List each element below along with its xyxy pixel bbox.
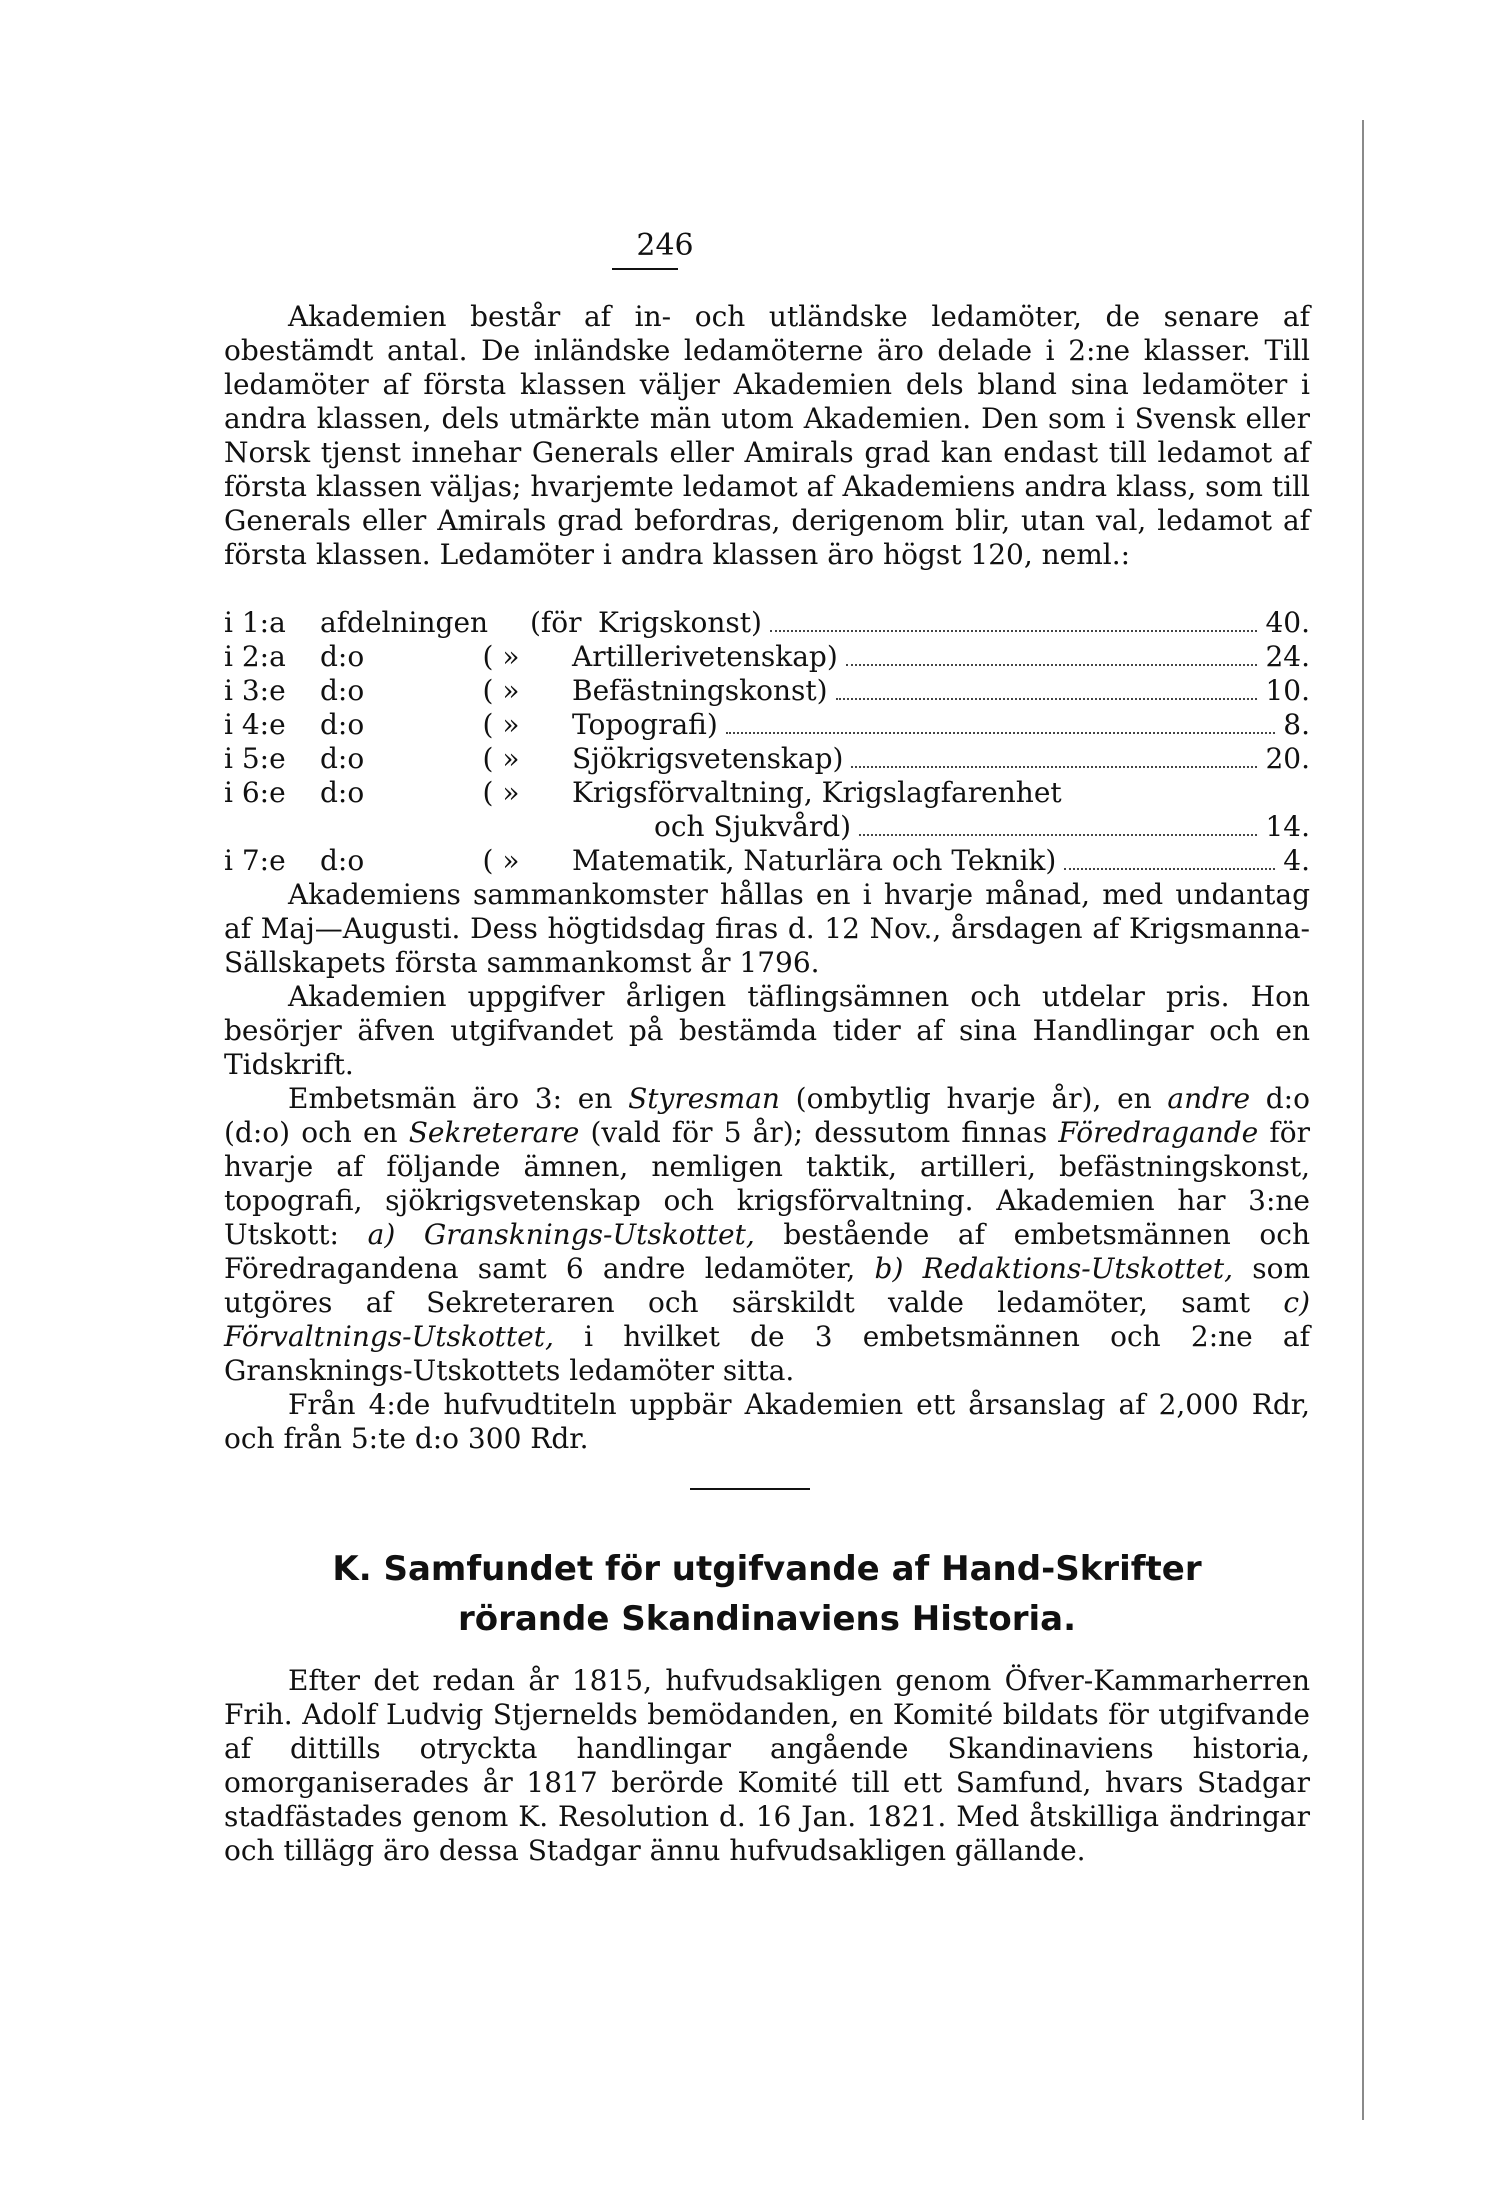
intro-paragraph bbox=[224, 300, 1310, 572]
department-name: Sjökrigsvetenskap) bbox=[572, 742, 844, 775]
department-ordinal: i 6:e bbox=[224, 776, 286, 809]
section-heading-line-2: rörande Skandinaviens Historia. bbox=[457, 1599, 1077, 1639]
department-member-count: 14. bbox=[1265, 810, 1310, 843]
department-name: Matematik, Naturlära och Teknik) bbox=[572, 844, 1057, 877]
department-ditto: afdelningen bbox=[320, 606, 489, 639]
department-ditto: d:o bbox=[320, 742, 365, 775]
department-ordinal: i 1:a bbox=[224, 606, 286, 639]
leader-dots bbox=[836, 698, 1258, 700]
officials-styresman: Styresman bbox=[628, 1082, 780, 1115]
officials-foredragande: Föredragande bbox=[1058, 1116, 1259, 1149]
officials-text-6: bestående af embetsmännen och Föredragandena samt 6 andre ledamöter, bbox=[224, 1218, 1310, 1285]
department-ditto: d:o bbox=[320, 776, 365, 809]
officials-sekreterare: Sekreterare bbox=[408, 1116, 580, 1149]
meetings-paragraph: Akademiens sammankomster hållas en i hvarje månad, med undantag af Maj—Augusti. Dess högtidsdag firas d. 12 Nov., årsdagen af Krigsmanna-Sällskapets första sammankomst år 1796. bbox=[224, 878, 1310, 979]
department-member-count: 10. bbox=[1265, 674, 1310, 707]
officials-committee-a: a) Gransknings-Utskottet, bbox=[367, 1218, 755, 1251]
department-member-count: 24. bbox=[1265, 640, 1310, 673]
department-paren: ( » bbox=[482, 742, 520, 775]
department-ditto: d:o bbox=[320, 674, 365, 707]
department-paren: ( » bbox=[482, 776, 520, 809]
officials-text-3: d:o (d:o) och en bbox=[224, 1082, 1310, 1149]
department-name: och Sjukvård) bbox=[654, 810, 852, 843]
leader-dots bbox=[846, 664, 1258, 666]
department-paren: (för bbox=[530, 606, 582, 639]
officials-andre: andre bbox=[1167, 1082, 1251, 1115]
department-member-count: 4. bbox=[1283, 844, 1310, 877]
department-name: Artillerivetenskap) bbox=[572, 640, 838, 673]
department-member-count: 20. bbox=[1265, 742, 1310, 775]
leader-dots bbox=[1064, 868, 1275, 870]
department-paren: ( » bbox=[482, 844, 520, 877]
officials-paragraph bbox=[224, 1082, 1310, 1388]
department-row bbox=[224, 844, 1310, 878]
department-row bbox=[224, 606, 1310, 640]
department-paren: ( » bbox=[482, 674, 520, 707]
officials-committee-c: c) Förvaltnings-Utskottet, bbox=[224, 1286, 1310, 1353]
body-paragraphs bbox=[224, 878, 1310, 1456]
department-paren: ( » bbox=[482, 708, 520, 741]
page-edge-rule bbox=[1362, 120, 1364, 2120]
department-ordinal: i 2:a bbox=[224, 640, 286, 673]
department-row bbox=[224, 708, 1310, 742]
officials-text-1: Embetsmän äro 3: en bbox=[288, 1082, 629, 1115]
officials-text-8: i hvilket de 3 embetsmännen och 2:ne af Gransknings-Utskottets ledamöter sitta. bbox=[224, 1320, 1310, 1387]
department-member-count: 40. bbox=[1265, 606, 1310, 639]
department-row bbox=[224, 742, 1310, 776]
leader-dots bbox=[770, 630, 1258, 632]
leader-dots bbox=[859, 834, 1257, 836]
officials-text-4: (vald för 5 år); dessutom finnas bbox=[579, 1116, 1059, 1149]
department-ordinal: i 5:e bbox=[224, 742, 286, 775]
section-heading-line-1: K. Samfundet för utgifvande af Hand-Skrifter bbox=[332, 1549, 1202, 1589]
funding-paragraph: Från 4:de hufvudtiteln uppbär Akademien ett årsanslag af 2,000 Rdr, och från 5:te d:o 300 Rdr. bbox=[224, 1388, 1310, 1455]
section-body bbox=[224, 1664, 1310, 1868]
department-paren: ( » bbox=[482, 640, 520, 673]
leader-dots bbox=[726, 732, 1276, 734]
intro-text: Akademien består af in- och utländske ledamöter, de senare af obestämdt antal. De inländske ledamöterne äro delade i 2:ne klasser. Till ledamöter af första klassen väljer Akademien dels bland sina ledamöter i andra klassen, dels utmärkte män utom Akademien. Den som i Svensk eller Norsk tjenst innehar Generals eller Amirals grad kan endast till ledamot af första klassen väljas; hvarjemte ledamot af Akademiens andra klass, som till Generals eller Amirals grad befordras, derigenom blir, utan val, ledamot af första klassen. Ledamöter i andra klassen äro högst 120, neml.: bbox=[224, 300, 1310, 571]
department-ordinal: i 3:e bbox=[224, 674, 286, 707]
page-number-underline bbox=[612, 268, 678, 270]
department-ditto: d:o bbox=[320, 844, 365, 877]
page-number: 246 bbox=[636, 228, 694, 263]
department-name: Krigskonst) bbox=[598, 606, 762, 639]
department-name: Befästningskonst) bbox=[572, 674, 828, 707]
officials-committee-b: b) Redaktions-Utskottet, bbox=[874, 1252, 1234, 1285]
officials-text-5: för hvarje af följande ämnen, nemligen taktik, artilleri, befästningskonst, topografi, sjökrigsvetenskap och krigsförvaltning. Akademien har 3:ne Utskott: bbox=[224, 1116, 1310, 1251]
department-ordinal: i 7:e bbox=[224, 844, 286, 877]
leader-dots bbox=[851, 766, 1257, 768]
prizes-paragraph: Akademien uppgifver årligen täflingsämnen och utdelar pris. Hon besörjer äfven utgifvandet på bestämda tider af sina Handlingar och en Tidskrift. bbox=[224, 980, 1310, 1081]
department-ditto: d:o bbox=[320, 640, 365, 673]
officials-text-2: (ombytlig hvarje år), en bbox=[779, 1082, 1168, 1115]
department-member-count: 8. bbox=[1283, 708, 1310, 741]
department-ditto: d:o bbox=[320, 708, 365, 741]
department-row bbox=[224, 640, 1310, 674]
department-list bbox=[224, 606, 1310, 878]
section-body-text: Efter det redan år 1815, hufvudsakligen genom Öfver-Kammarherren Frih. Adolf Ludvig Stjernelds bemödanden, en Komité bildats för utgifvande af dittills otryckta handlingar angående Skandinaviens historia, omorganiserades år 1817 berörde Komité till ett Samfund, hvars Stadgar stadfästades genom K. Resolution d. 16 Jan. 1821. Med åtskilliga ändringar och tillägg äro dessa Stadgar ännu hufvudsakligen gällande. bbox=[224, 1664, 1310, 1867]
department-row bbox=[224, 674, 1310, 708]
department-row bbox=[224, 810, 1310, 844]
officials-text-7: som utgöres af Sekreteraren och särskildt valde ledamöter, samt bbox=[224, 1252, 1311, 1319]
department-ordinal: i 4:e bbox=[224, 708, 286, 741]
section-heading bbox=[224, 1544, 1310, 1644]
section-divider bbox=[690, 1488, 810, 1490]
department-name: Krigsförvaltning, Krigslagfarenhet bbox=[572, 776, 1062, 809]
department-name: Topografi) bbox=[572, 708, 718, 741]
department-row bbox=[224, 776, 1310, 810]
